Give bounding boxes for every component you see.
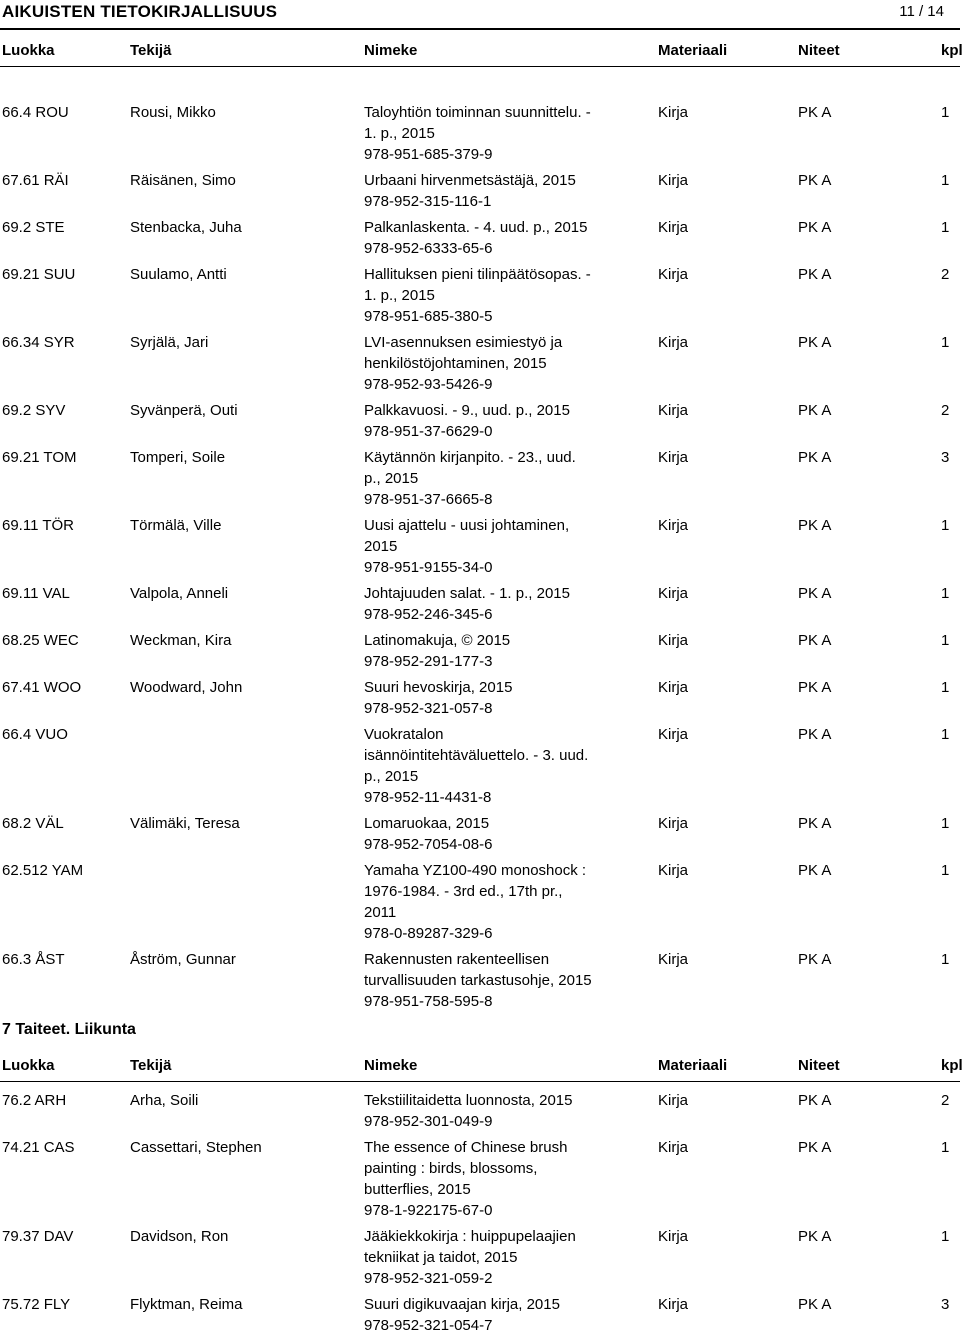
entry-tekija: Valpola, Anneli [130,585,229,602]
entry-nimeke [364,400,624,442]
entry-kpl: 2 [941,1092,950,1109]
col-tekija: Tekijä [130,42,172,59]
entry-tekija: Välimäki, Teresa [130,815,240,832]
entry-materiaali: Kirja [658,726,689,743]
entry-nimeke-line: 978-0-89287-329-6 [364,925,493,942]
entry-nimeke-line: tekniikat ja taidot, 2015 [364,1249,518,1266]
entry-materiaali: Kirja [658,266,689,283]
entry-nimeke-line: 978-952-11-4431-8 [364,789,492,806]
entry-nimeke-line: Hallituksen pieni tilinpäätösopas. - [364,266,591,283]
entry-nimeke [364,515,624,578]
entry-materiaali: Kirja [658,334,689,351]
entry-niteet: PK A [798,219,832,236]
entry-niteet: PK A [798,862,832,879]
entry-materiaali: Kirja [658,172,689,189]
entry-niteet: PK A [798,266,832,283]
entry-luokka: 66.3 ÅST [2,951,65,968]
entry-luokka: 66.34 SYR [2,334,75,351]
entry-nimeke-line: 978-952-291-177-3 [364,653,493,670]
entry-nimeke-line: Jääkiekkokirja : huippupelaajien [364,1228,576,1245]
entry-materiaali: Kirja [658,219,689,236]
entry-luokka: 69.2 STE [2,219,65,236]
entry-nimeke-line: Tekstiilitaidetta luonnosta, 2015 [364,1092,573,1109]
entry-kpl: 1 [941,951,950,968]
entry-niteet: PK A [798,585,832,602]
entry-nimeke-line: Palkanlaskenta. - 4. uud. p., 2015 [364,219,588,236]
entry-kpl: 1 [941,1228,950,1245]
col-kpl: kpl [941,1057,963,1074]
entry-luokka: 67.41 WOO [2,679,82,696]
entry-luokka: 76.2 ARH [2,1092,67,1109]
entry-nimeke [364,813,624,855]
entry-nimeke-line: 978-952-6333-65-6 [364,240,493,257]
entry-nimeke-line: Yamaha YZ100-490 monoshock : [364,862,587,879]
entry-luokka: 69.2 SYV [2,402,66,419]
entry-niteet: PK A [798,172,832,189]
entry-nimeke-line: 978-951-685-379-9 [364,146,493,163]
entry-nimeke-line: isännöintitehtäväluettelo. - 3. uud. [364,747,589,764]
entry-materiaali: Kirja [658,104,689,121]
col-materiaali: Materiaali [658,42,728,59]
entry-luokka: 74.21 CAS [2,1139,75,1156]
entry-nimeke-line: 2015 [364,538,398,555]
entry-luokka: 75.72 FLY [2,1296,71,1313]
col-luokka: Luokka [2,42,55,59]
entry-tekija: Åström, Gunnar [130,951,236,968]
entry-materiaali: Kirja [658,402,689,419]
entry-kpl: 1 [941,862,950,879]
entry-nimeke [364,949,624,1012]
entry-luokka: 69.21 TOM [2,449,77,466]
entry-kpl: 2 [941,266,950,283]
page-number: 11 / 14 [899,3,944,20]
entry-materiaali: Kirja [658,449,689,466]
entry-nimeke-line: Suuri digikuvaajan kirja, 2015 [364,1296,560,1313]
entry-nimeke-line: 978-952-321-057-8 [364,700,493,717]
entry-nimeke-line: 1. p., 2015 [364,287,435,304]
col-kpl: kpl [941,42,963,59]
entry-materiaali: Kirja [658,1092,689,1109]
entry-materiaali: Kirja [658,1296,689,1313]
entry-nimeke [364,447,624,510]
column-rule-2 [0,1081,960,1082]
entry-materiaali: Kirja [658,815,689,832]
entry-luokka: 69.11 TÖR [2,517,74,534]
entry-nimeke-line: butterflies, 2015 [364,1181,471,1198]
entry-nimeke-line: 978-952-301-049-9 [364,1113,493,1130]
entry-niteet: PK A [798,104,832,121]
entry-materiaali: Kirja [658,1139,689,1156]
entry-tekija: Davidson, Ron [130,1228,229,1245]
entry-niteet: PK A [798,1092,832,1109]
entry-niteet: PK A [798,726,832,743]
entry-tekija: Suulamo, Antti [130,266,227,283]
entry-nimeke [364,102,624,165]
entry-tekija: Weckman, Kira [130,632,232,649]
entry-niteet: PK A [798,951,832,968]
entry-tekija: Flyktman, Reima [130,1296,243,1313]
entry-materiaali: Kirja [658,1228,689,1245]
entry-tekija: Rousi, Mikko [130,104,216,121]
entry-kpl: 1 [941,517,950,534]
entry-kpl: 1 [941,726,950,743]
entry-nimeke-line: The essence of Chinese brush [364,1139,568,1156]
entry-kpl: 1 [941,632,950,649]
entry-nimeke-line: Urbaani hirvenmetsästäjä, 2015 [364,172,576,189]
entry-niteet: PK A [798,517,832,534]
entry-materiaali: Kirja [658,517,689,534]
entry-tekija: Tomperi, Soile [130,449,226,466]
entry-nimeke-line: 1976-1984. - 3rd ed., 17th pr., [364,883,563,900]
entry-nimeke-line: 978-951-37-6629-0 [364,423,493,440]
section-title: 7 Taiteet. Liikunta [2,1021,136,1038]
entry-tekija: Syvänperä, Outi [130,402,238,419]
entry-nimeke [364,860,624,944]
entry-niteet: PK A [798,1139,832,1156]
entry-kpl: 1 [941,219,950,236]
entry-luokka: 66.4 ROU [2,104,69,121]
entry-kpl: 3 [941,1296,950,1313]
entry-nimeke-line: 1. p., 2015 [364,125,435,142]
entry-tekija: Stenbacka, Juha [130,219,242,236]
column-header-2 [0,1057,963,1079]
entry-nimeke-line: 978-952-315-116-1 [364,193,492,210]
entry-luokka: 62.512 YAM [2,862,84,879]
entry-luokka: 69.11 VAL [2,585,70,602]
entry-niteet: PK A [798,679,832,696]
entry-nimeke [364,1226,624,1289]
entry-luokka: 69.21 SUU [2,266,76,283]
entry-nimeke-line: henkilöstöjohtaminen, 2015 [364,355,547,372]
entry-nimeke-line: painting : birds, blossoms, [364,1160,538,1177]
entry-nimeke-line: Johtajuuden salat. - 1. p., 2015 [364,585,570,602]
entry-nimeke-line: 978-951-758-595-8 [364,993,493,1010]
col-niteet: Niteet [798,1057,840,1074]
entry-niteet: PK A [798,815,832,832]
entry-tekija: Törmälä, Ville [130,517,222,534]
entry-niteet: PK A [798,632,832,649]
entry-kpl: 1 [941,1139,950,1156]
entry-tekija: Räisänen, Simo [130,172,236,189]
entry-nimeke [364,1137,624,1221]
entry-materiaali: Kirja [658,951,689,968]
entry-niteet: PK A [798,1228,832,1245]
entry-tekija: Cassettari, Stephen [130,1139,262,1156]
entry-luokka: 68.2 VÄL [2,815,64,832]
col-nimeke: Nimeke [364,42,418,59]
entry-nimeke-line: Rakennusten rakenteellisen [364,951,550,968]
entry-nimeke [364,677,624,719]
entry-kpl: 1 [941,172,950,189]
entry-nimeke-line: Uusi ajattelu - uusi johtaminen, [364,517,570,534]
entry-kpl: 3 [941,449,950,466]
entry-nimeke-line: Vuokratalon [364,726,444,743]
entry-nimeke-line: turvallisuuden tarkastusohje, 2015 [364,972,592,989]
entry-materiaali: Kirja [658,862,689,879]
col-luokka: Luokka [2,1057,55,1074]
document-title: AIKUISTEN TIETOKIRJALLISUUS [2,2,278,21]
entry-nimeke-line: 978-951-9155-34-0 [364,559,493,576]
entry-nimeke [364,170,624,212]
col-nimeke: Nimeke [364,1057,418,1074]
entry-materiaali: Kirja [658,585,689,602]
entry-nimeke [364,332,624,395]
entry-luokka: 67.61 RÄI [2,172,69,189]
entry-kpl: 1 [941,334,950,351]
column-header-1 [0,42,963,64]
entry-nimeke [364,583,624,625]
entry-nimeke-line: p., 2015 [364,470,419,487]
entry-nimeke-line: Palkkavuosi. - 9., uud. p., 2015 [364,402,570,419]
entry-luokka: 68.25 WEC [2,632,79,649]
entry-nimeke-line: 978-1-922175-67-0 [364,1202,493,1219]
entry-nimeke-line: 978-952-7054-08-6 [364,836,493,853]
entry-kpl: 1 [941,679,950,696]
entry-tekija: Syrjälä, Jari [130,334,209,351]
entry-nimeke-line: Suuri hevoskirja, 2015 [364,679,513,696]
entry-luokka: 66.4 VUO [2,726,68,743]
page-header [0,0,960,30]
entry-luokka: 79.37 DAV [2,1228,74,1245]
entry-nimeke-line: 978-952-246-345-6 [364,606,493,623]
entry-nimeke-line: Lomaruokaa, 2015 [364,815,490,832]
entry-nimeke-line: p., 2015 [364,768,419,785]
entry-materiaali: Kirja [658,632,689,649]
entry-niteet: PK A [798,402,832,419]
entry-nimeke-line: 2011 [364,904,397,921]
col-materiaali: Materiaali [658,1057,728,1074]
entry-kpl: 2 [941,402,950,419]
entry-tekija: Arha, Soili [130,1092,199,1109]
col-tekija: Tekijä [130,1057,172,1074]
entry-nimeke-line: Latinomakuja, © 2015 [364,632,511,649]
entry-tekija: Woodward, John [130,679,243,696]
entry-nimeke [364,724,624,808]
entry-niteet: PK A [798,334,832,351]
header-rule [0,28,960,30]
entry-kpl: 1 [941,104,950,121]
entry-nimeke-line: 978-951-685-380-5 [364,308,493,325]
entry-niteet: PK A [798,1296,832,1313]
entry-nimeke-line: 978-951-37-6665-8 [364,491,493,508]
entry-nimeke-line: 978-952-321-054-7 [364,1317,493,1334]
entry-nimeke-line: 978-952-93-5426-9 [364,376,493,393]
entry-nimeke-line: 978-952-321-059-2 [364,1270,493,1287]
entry-nimeke [364,264,624,327]
entry-niteet: PK A [798,449,832,466]
entry-nimeke [364,1294,624,1336]
col-niteet: Niteet [798,42,840,59]
entry-nimeke [364,630,624,672]
entry-kpl: 1 [941,815,950,832]
entry-nimeke [364,1090,624,1132]
entry-nimeke-line: Käytännön kirjanpito. - 23., uud. [364,449,576,466]
entry-materiaali: Kirja [658,679,689,696]
entry-nimeke [364,217,624,259]
entry-nimeke-line: LVI-asennuksen esimiestyö ja [364,334,563,351]
entry-kpl: 1 [941,585,950,602]
entry-nimeke-line: Taloyhtiön toiminnan suunnittelu. - [364,104,591,121]
column-rule-1 [0,66,960,67]
